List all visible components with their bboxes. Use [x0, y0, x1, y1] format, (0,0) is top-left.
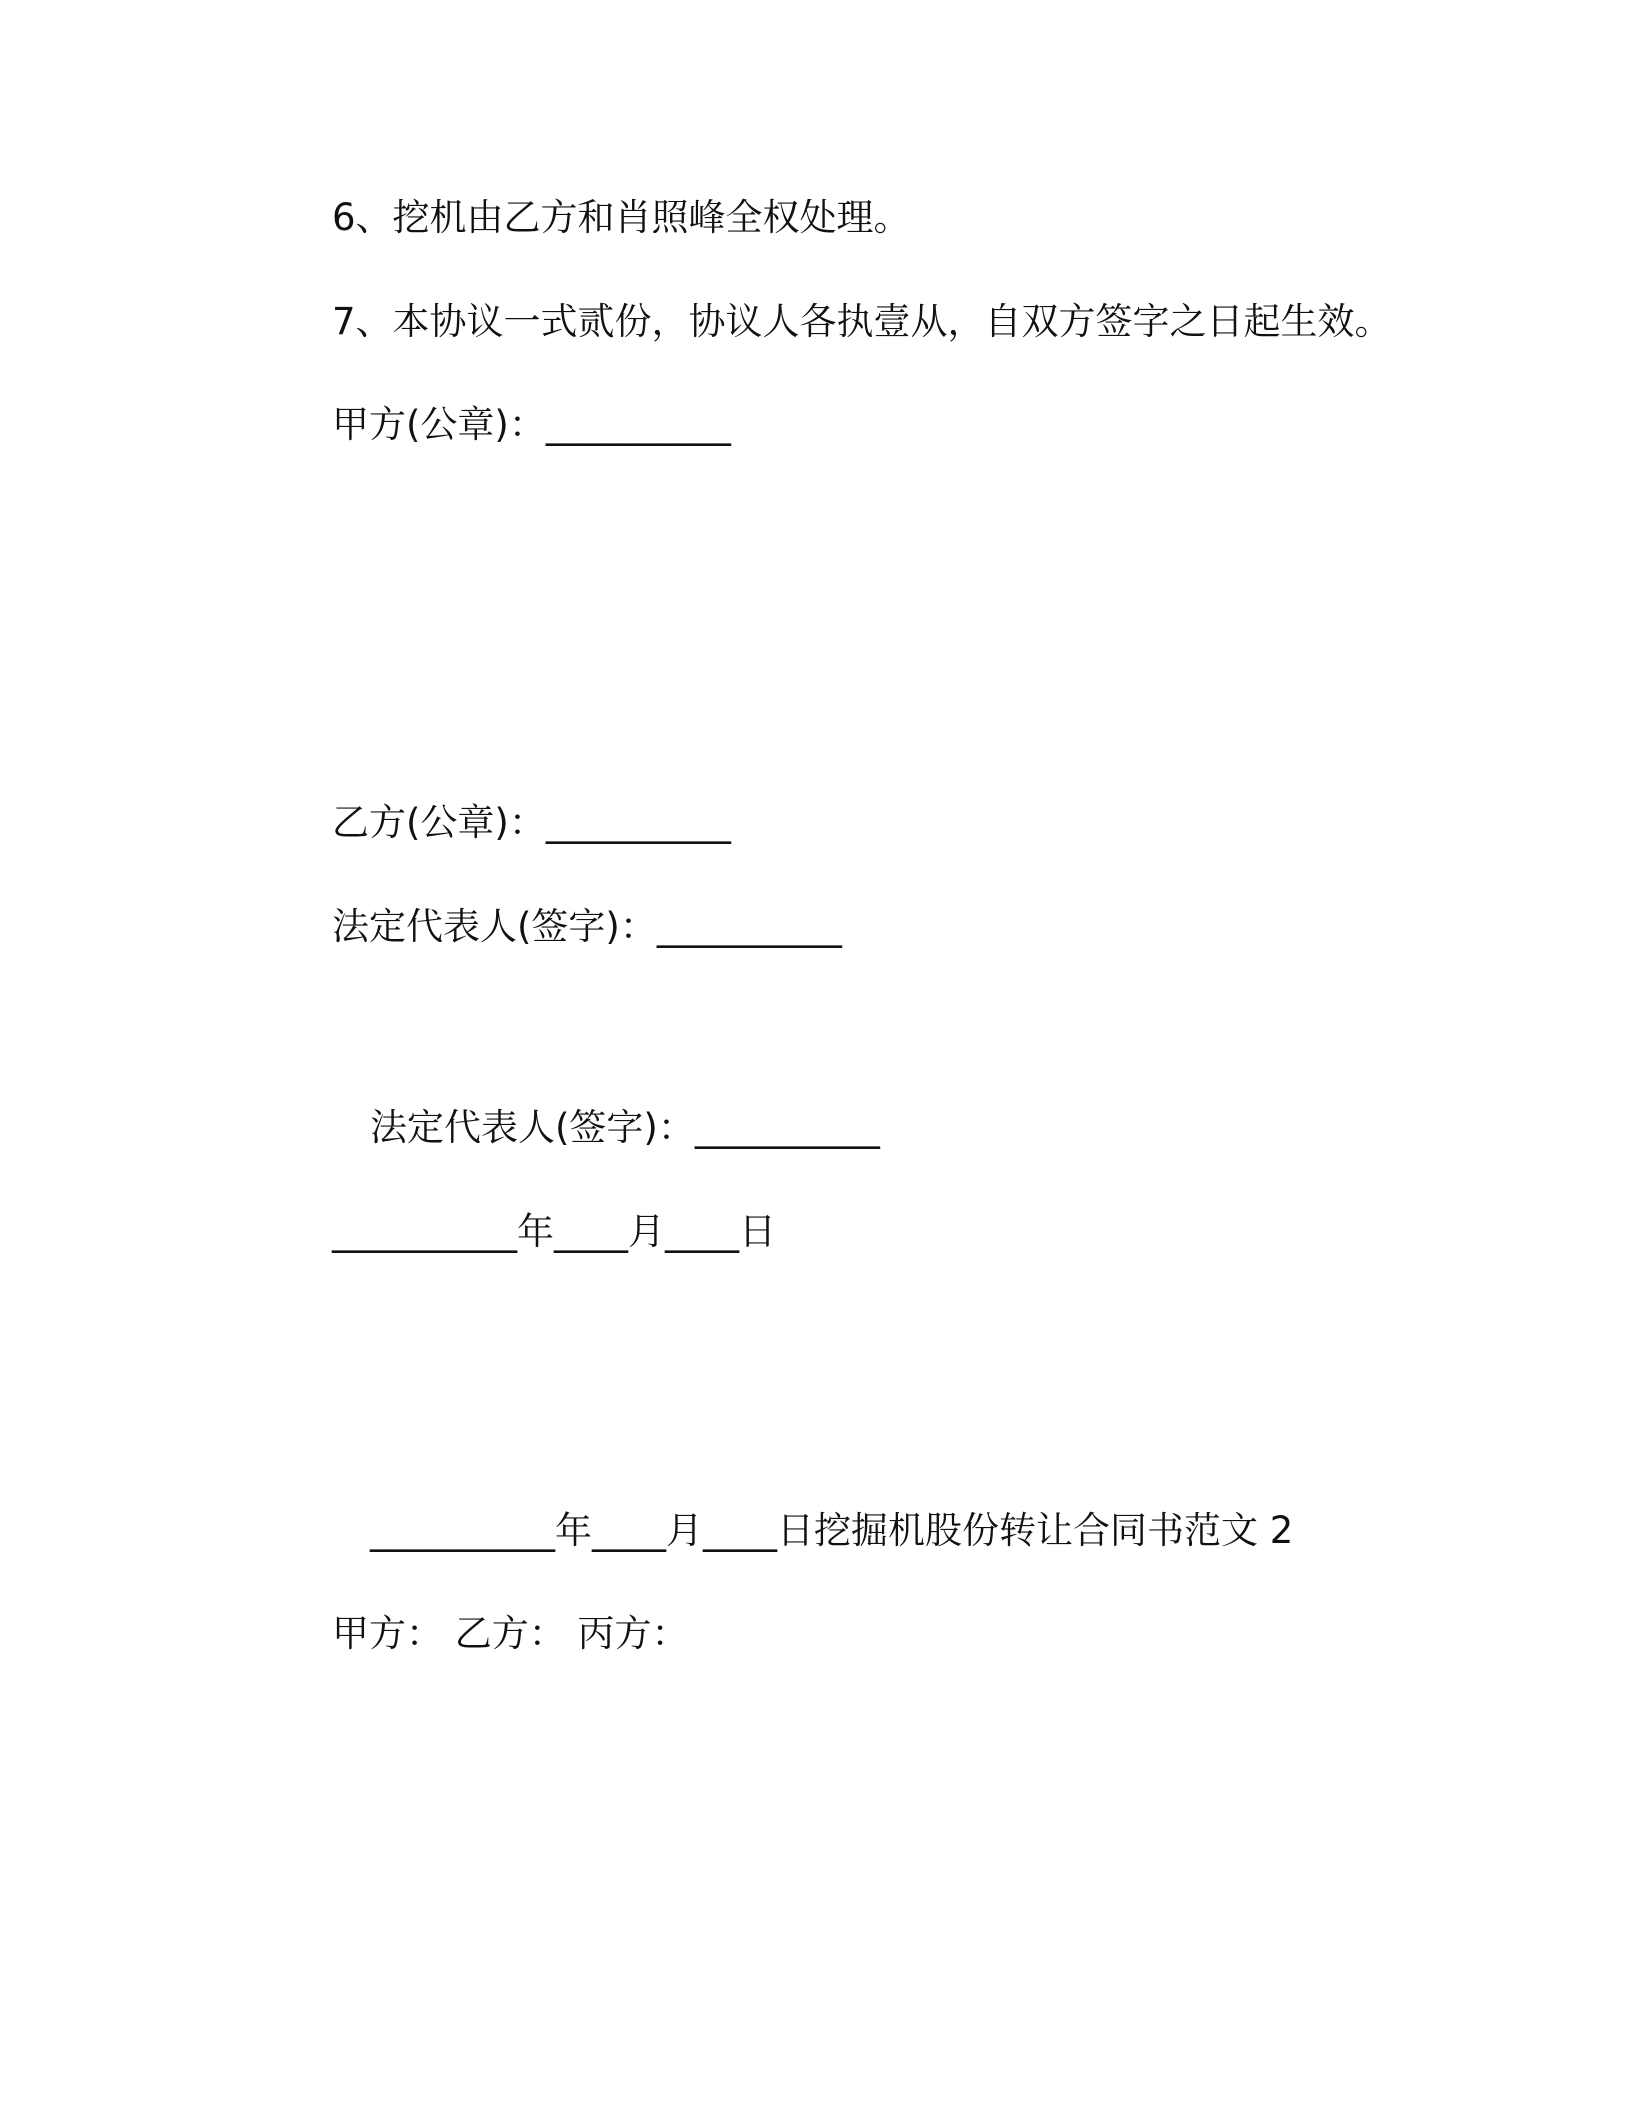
- legal-representative-signature-line-2: 法定代表人(签字)：__________: [370, 1106, 880, 1149]
- clause-7: 7、本协议一式贰份，协议人各执壹从，自双方签字之日起生效。: [332, 300, 1392, 343]
- party-a-seal-line: 甲方(公章)：__________: [332, 403, 731, 446]
- clause-6: 6、挖机由乙方和肖照峰全权处理。: [332, 196, 911, 239]
- party-b-seal-line: 乙方(公章)：__________: [332, 801, 731, 844]
- legal-representative-signature-line: 法定代表人(签字)：__________: [332, 905, 842, 948]
- second-contract-title-line: __________年____月____日挖掘机股份转让合同书范文 2: [370, 1509, 1294, 1552]
- parties-line: 甲方： 乙方： 丙方：: [332, 1612, 689, 1655]
- date-line: __________年____月____日: [332, 1210, 776, 1253]
